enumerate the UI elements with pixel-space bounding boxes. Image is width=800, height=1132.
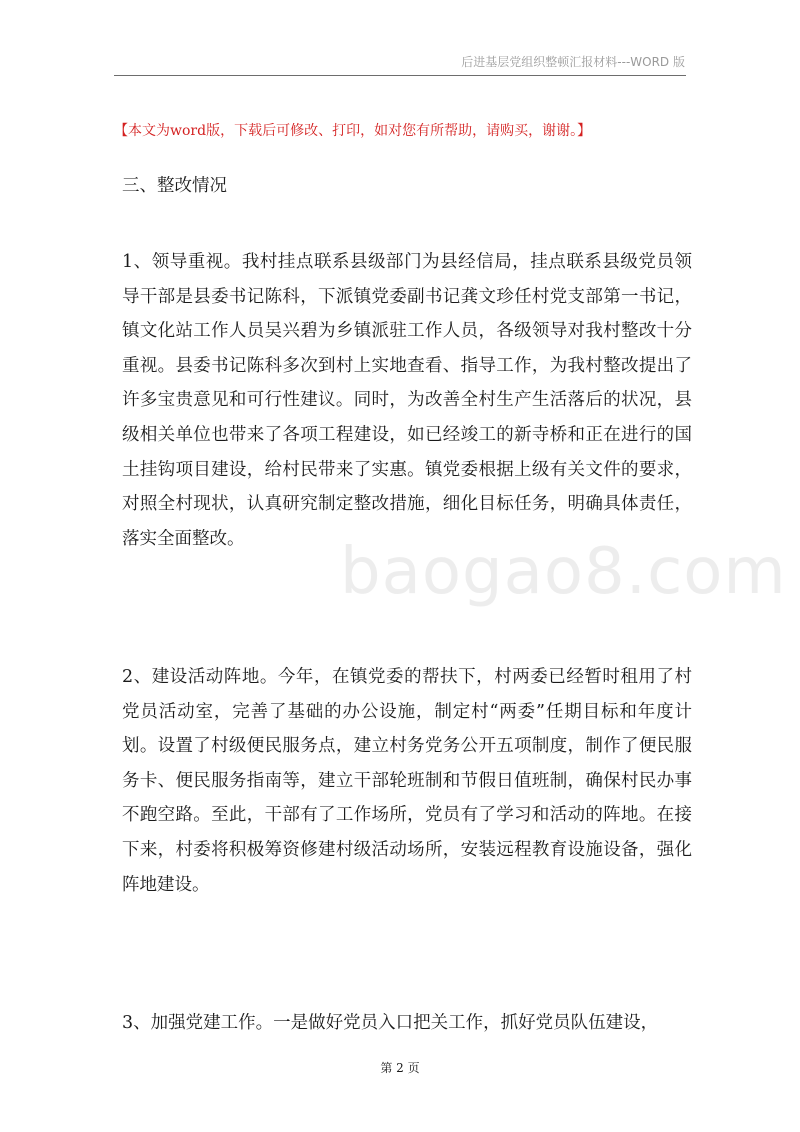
page-number: 第 2 页: [380, 1061, 420, 1075]
paragraph-activity-base: 2、建设活动阵地。今年，在镇党委的帮扶下，村两委已经暂时租用了村党员活动室，完善了基础的办公设施，制定村“两委”任期目标和年度计划。设置了村级便民服务点，建立村务党务公开五项制度，制作了便民服务卡、便民服务指南等，建立干部轮班制和节假日值班制，确保村民办事不跑空路。至此，干部有了工作场所，党员有了学习和活动的阵地。在接下来，村委将积极筹资修建村级活动场所，安装远程教育设施设备，强化阵地建设。: [122, 667, 692, 895]
purchase-notice: 【本文为word版，下载后可修改、打印，如对您有所帮助，请购买，谢谢。】: [114, 123, 592, 139]
paragraph-party-building: 3、加强党建工作。一是做好党员入口把关工作，抓好党员队伍建设，: [122, 1013, 659, 1033]
running-header-title: 后进基层党组织整顿汇报材料---WORD 版: [461, 55, 685, 69]
section-heading: 三、整改情况: [122, 176, 227, 196]
paragraph-leadership: 1、领导重视。我村挂点联系县级部门为县经信局，挂点联系县级党员领导干部是县委书记陈科，下派镇党委副书记龚文珍任村党支部第一书记，镇文化站工作人员吴兴碧为乡镇派驻工作人员，各级领导对我村整改十分重视。县委书记陈科多次到村上实地查看、指导工作，为我村整改提出了许多宝贵意见和可行性建议。同时，为改善全村生产生活落后的状况，县级相关单位也带来了各项工程建设，如已经竣工的新寺桥和正在进行的国土挂钩项目建设，给村民带来了实惠。镇党委根据上级有关文件的要求，对照全村现状，认真研究制定整改措施，细化目标任务，明确具体责任，落实全面整改。: [122, 252, 692, 549]
watermark-text: baogao8.com: [340, 535, 787, 609]
header-divider: [114, 75, 686, 76]
